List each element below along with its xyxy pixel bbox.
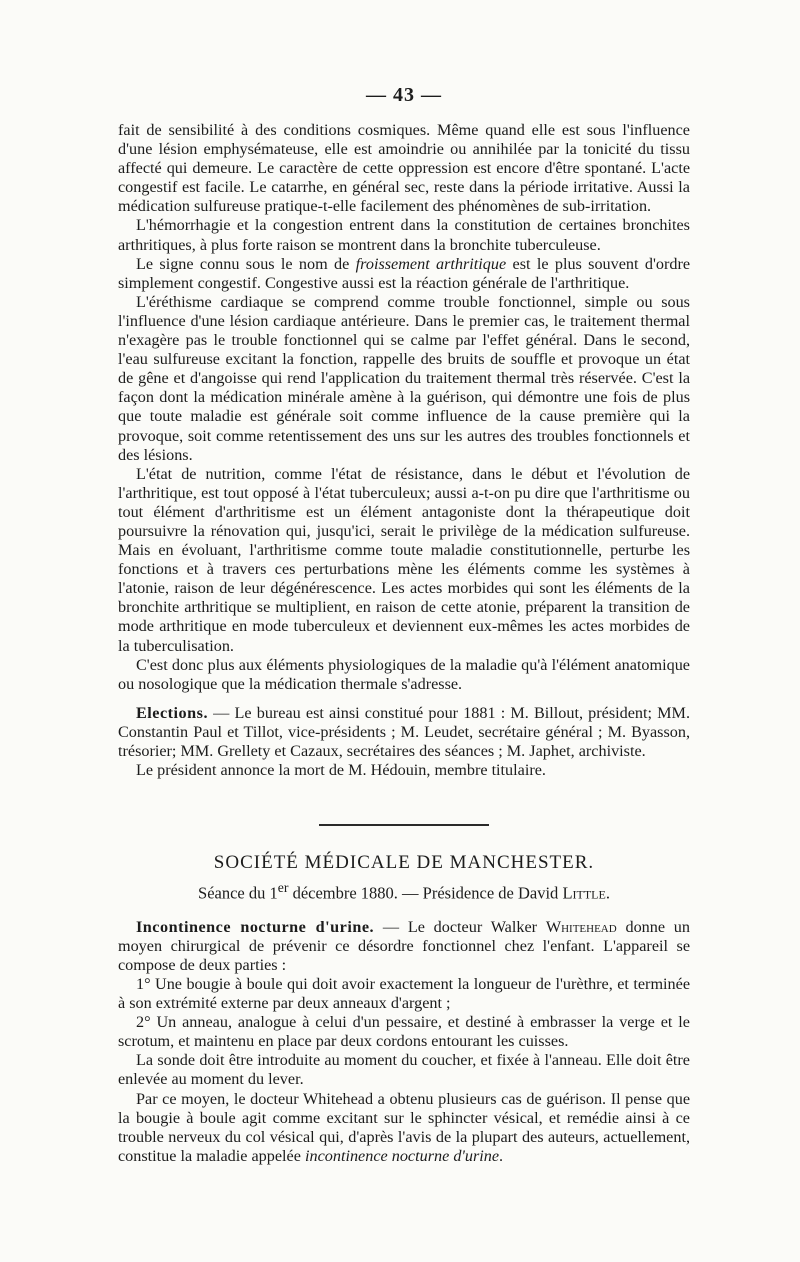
society-title: SOCIÉTÉ MÉDICALE DE MANCHESTER. xyxy=(213,852,595,874)
paragraph-3-text-a: Le signe connu sous le nom de xyxy=(136,254,356,273)
section-gap xyxy=(118,694,690,704)
president-name: Little xyxy=(562,883,606,903)
paragraph-3 xyxy=(118,255,690,293)
elections-paragraph xyxy=(118,704,690,761)
paragraph-4: L'éréthisme cardiaque se comprend comme trouble fonctionnel, simple ou sous l'influence d'une lésion cardiaque antérieure. Dans le premier cas, le traitement thermal n'exagère pas le trouble fonctionnel qui se calme par l'effet général. Dans le second, l'eau sulfureuse excitant la fonction, rappelle des bruits de souffle et provoque un état de gêne et d'angoisse qui rend l'application du traitement thermal très réservée. C'est la façon dont la médication minérale amène à la guérison, qui démontre une fois de plus que toute maladie est générale soit comme influence de la cause première qui la provoque, soit comme retentissement des uns sur les autres des troubles fonctionnels et des lésions. xyxy=(118,292,690,464)
incontinence-term: incontinence nocturne d'urine xyxy=(304,1146,500,1165)
incontinence-text-b: donne un moyen chirurgical de prévenir ce désordre fonctionnel chez l'enfant. L'appareil se compose de deux parties : xyxy=(118,917,690,974)
seance-line xyxy=(118,880,690,904)
seance-end: . xyxy=(605,883,610,903)
seance-text-b: décembre 1880. — Présidence de David xyxy=(288,883,563,903)
incontinence-paragraph xyxy=(118,918,690,975)
incontinence-heading: Incontinence nocturne d'urine. xyxy=(136,917,375,936)
paragraph-3-text-b: est le plus souvent d'ordre simplement congestif. Congestive aussi est la réaction générale de l'arthritique. xyxy=(118,254,691,292)
page-number: — 43 — xyxy=(366,84,442,106)
seance-text-a: Séance du 1 xyxy=(198,883,278,903)
froissement-arthritique-term: froissement arthritique xyxy=(355,254,507,273)
paragraph-5: L'état de nutrition, comme l'état de résistance, dans le début et l'évolution de l'arthritique, est tout opposé à l'état tuberculeux; aussi a-t-on pu dire que l'arthritisme ou tout élément d'arthritisme est un élément antagoniste dont la thérapeutique doit poursuivre la rénovation qui, jusqu'ici, serait le privilège de la médication sulfureuse. Mais en évoluant, l'arthritisme comme toute maladie constitutionnelle, perturbe les fonctions et à travers ces perturbations mène les éléments comme les systèmes à l'atonie, raison de leur dégénérescence. Les actes morbides qui sont les éléments de la bronchite arthritique se multiplient, en raison de cette atonie, préparent la transition de mode arthritique en mode tuberculeux et deviennent eux-mêmes les actes morbides de la tuberculisation. xyxy=(118,464,690,655)
whitehead-name: Whitehead xyxy=(545,917,617,936)
paragraph-2: L'hémorrhagie et la congestion entrent dans la constitution de certaines bronchites arthritiques, à plus forte raison se montrent dans la bronchite tuberculeuse. xyxy=(118,216,690,254)
paragraph-bougie: 1° Une bougie à boule qui doit avoir exactement la longueur de l'urèthre, et terminée à son extrémité externe par deux anneaux d'argent ; xyxy=(118,974,690,1013)
seance-superscript: er xyxy=(277,880,289,896)
section-divider xyxy=(319,824,489,826)
conclusion-text: Par ce moyen, le docteur Whitehead a obtenu plusieurs cas de guérison. Il pense que la bougie à boule agit comme excitant sur le sphincter vésical, et remédie ainsi à ce trouble nerveux du col vésical qui, d'après l'avis de la plupart des auteurs, actuellement, constitue la maladie appelée xyxy=(118,1089,690,1165)
paragraph-1: fait de sensibilité à des conditions cosmiques. Même quand elle est sous l'influence d'une lésion emphysémateuse, elle est amoindrie ou annihilée par la tonicité du tissu affecté qui demeure. Le caractère de cette oppression est encore d'être spontané. L'acte congestif est facile. Le catarrhe, en général sec, reste dans la période irritative. Aussi la médication sulfureuse pratique-t-elle facilement des phénomènes de sub-irritation. xyxy=(118,121,690,216)
paragraph-6: C'est donc plus aux éléments physiologiques de la maladie qu'à l'élément anatomique ou nosologique que la médication thermale s'adresse. xyxy=(118,655,690,693)
elections-heading: Elections. xyxy=(136,703,208,722)
elections-text: — Le bureau est ainsi constitué pour 1881 : M. Billout, président; MM. Constantin Paul et Tillot, vice-présidents ; M. Leudet, secrétaire général ; M. Byasson, trésorier; MM. Grellety et Cazaux, secrétaires des séances ; M. Japhet, archiviste. xyxy=(118,703,690,760)
paragraph-anneau: 2° Un anneau, analogue à celui d'un pessaire, et destiné à embrasser la verge et le scrotum, et maintenu en place par deux cordons entourant les cuisses. xyxy=(118,1013,690,1051)
paragraph-deaths: Le président annonce la mort de M. Hédouin, membre titulaire. xyxy=(136,761,546,780)
paragraph-conclusion xyxy=(118,1090,690,1166)
conclusion-end: . xyxy=(499,1146,504,1165)
incontinence-text-a: — Le docteur Walker xyxy=(374,917,546,936)
paragraph-sonde: La sonde doit être introduite au moment du coucher, et fixée à l'anneau. Elle doit être enlevée au moment du lever. xyxy=(118,1051,690,1089)
